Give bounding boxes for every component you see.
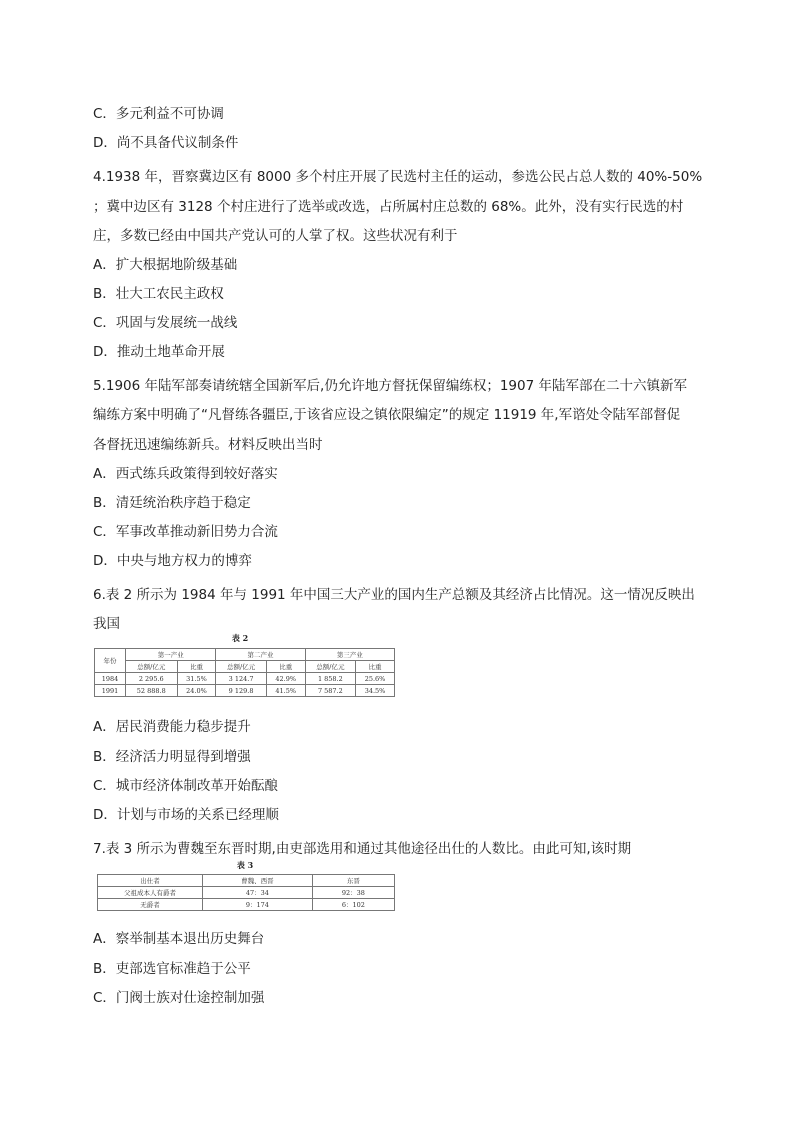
option-7c: C．门阀士族对仕途控制加强	[93, 990, 265, 1006]
table-2-subheader: 总额/亿元	[126, 661, 178, 673]
table-cell: 父祖成本人有爵者	[98, 887, 203, 899]
table-cell: 9 129.8	[216, 685, 266, 697]
table-cell: 25.6%	[356, 673, 395, 685]
question-4-line-3: 庄，多数已经由中国共产党认可的人掌了权。这些状况有利于	[93, 228, 458, 244]
option-4b: B．壮大工农民主政权	[93, 286, 224, 302]
option-6b: B．经济活力明显得到增强	[93, 749, 251, 765]
option-4d: D．推动土地革命开展	[93, 344, 225, 360]
option-5b: B．清廷统治秩序趋于稳定	[93, 495, 251, 511]
question-7-line-1: 7.表 3 所示为曹魏至东晋时期,由吏部选用和通过其他途径出仕的人数比。由此可知,该时期	[93, 841, 632, 857]
table-cell: 41.5%	[266, 685, 305, 697]
table-row	[95, 685, 395, 697]
table-row	[95, 673, 395, 685]
table-3	[97, 874, 395, 911]
option-6c: C．城市经济体制改革开始酝酿	[93, 778, 278, 794]
table-2-group-1: 第一产业	[126, 649, 216, 661]
option-7a: A．察举制基本退出历史舞台	[93, 931, 265, 947]
table-cell: 9：174	[203, 899, 313, 911]
option-4a: A．扩大根据地阶级基础	[93, 257, 238, 273]
table-row	[98, 899, 395, 911]
table-cell: 1991	[95, 685, 126, 697]
table-cell: 无爵者	[98, 899, 203, 911]
table-cell: 3 124.7	[216, 673, 266, 685]
option-3d: D．尚不具备代议制条件	[93, 135, 239, 151]
table-row	[98, 887, 395, 899]
option-7b: B．吏部选官标准趋于公平	[93, 961, 251, 977]
table-cell: 6：102	[312, 899, 394, 911]
question-4-line-1: 4.1938 年，晋察冀边区有 8000 多个村庄开展了民选村主任的运动，参选公民占总人数的 40%-50%	[93, 169, 703, 185]
table-3-header: 出仕者	[98, 875, 203, 887]
table-3-caption: 表 3	[236, 860, 254, 870]
table-2-subheader: 总额/亿元	[216, 661, 266, 673]
table-3-header: 曹魏、西晋	[203, 875, 313, 887]
question-6-line-2: 我国	[93, 616, 120, 632]
table-cell: 24.0%	[177, 685, 216, 697]
table-cell: 1984	[95, 673, 126, 685]
table-cell: 2 295.6	[126, 673, 178, 685]
table-cell: 34.5%	[356, 685, 395, 697]
table-2-year-header: 年份	[95, 649, 126, 673]
table-cell: 42.9%	[266, 673, 305, 685]
option-3c: C．多元利益不可协调	[93, 106, 224, 122]
table-2-caption: 表 2	[231, 633, 249, 643]
table-3-header: 东晋	[312, 875, 394, 887]
option-6d: D．计划与市场的关系已经理顺	[93, 807, 279, 823]
option-6a: A．居民消费能力稳步提升	[93, 719, 251, 735]
table-2-subheader: 比重	[266, 661, 305, 673]
option-5a: A．西式练兵政策得到较好落实	[93, 466, 278, 482]
question-5-line-2: 编练方案中明确了“凡督练各疆臣,于该省应设之镇依限编定”的规定 11919 年,军谘处令陆军部督促	[93, 407, 681, 423]
table-2	[94, 648, 395, 697]
option-5d: D．中央与地方权力的博弈	[93, 553, 252, 569]
table-2-group-3: 第三产业	[305, 649, 394, 661]
question-4-line-2: ；冀中边区有 3128 个村庄进行了选举或改选，占所属村庄总数的 68%。此外，没有实行民选的村	[93, 199, 684, 215]
question-5-line-3: 各督抚迅速编练新兵。材料反映出当时	[93, 437, 323, 453]
option-5c: C．军事改革推动新旧势力合流	[93, 524, 278, 540]
table-cell: 47：34	[203, 887, 313, 899]
table-cell: 1 858.2	[305, 673, 355, 685]
table-cell: 52 888.8	[126, 685, 178, 697]
table-2-subheader: 比重	[177, 661, 216, 673]
table-cell: 7 587.2	[305, 685, 355, 697]
question-5-line-1: 5.1906 年陆军部奏请统辖全国新军后,仍允许地方督抚保留编练权；1907 年陆军部在二十六镇新军	[93, 378, 687, 394]
table-2-subheader: 比重	[356, 661, 395, 673]
table-2-group-2: 第二产业	[216, 649, 305, 661]
question-6-line-1: 6.表 2 所示为 1984 年与 1991 年中国三大产业的国内生产总额及其经济占比情况。这一情况反映出	[93, 587, 695, 603]
table-cell: 31.5%	[177, 673, 216, 685]
table-2-subheader: 总额/亿元	[305, 661, 355, 673]
option-4c: C．巩固与发展统一战线	[93, 315, 238, 331]
table-cell: 92：38	[312, 887, 394, 899]
